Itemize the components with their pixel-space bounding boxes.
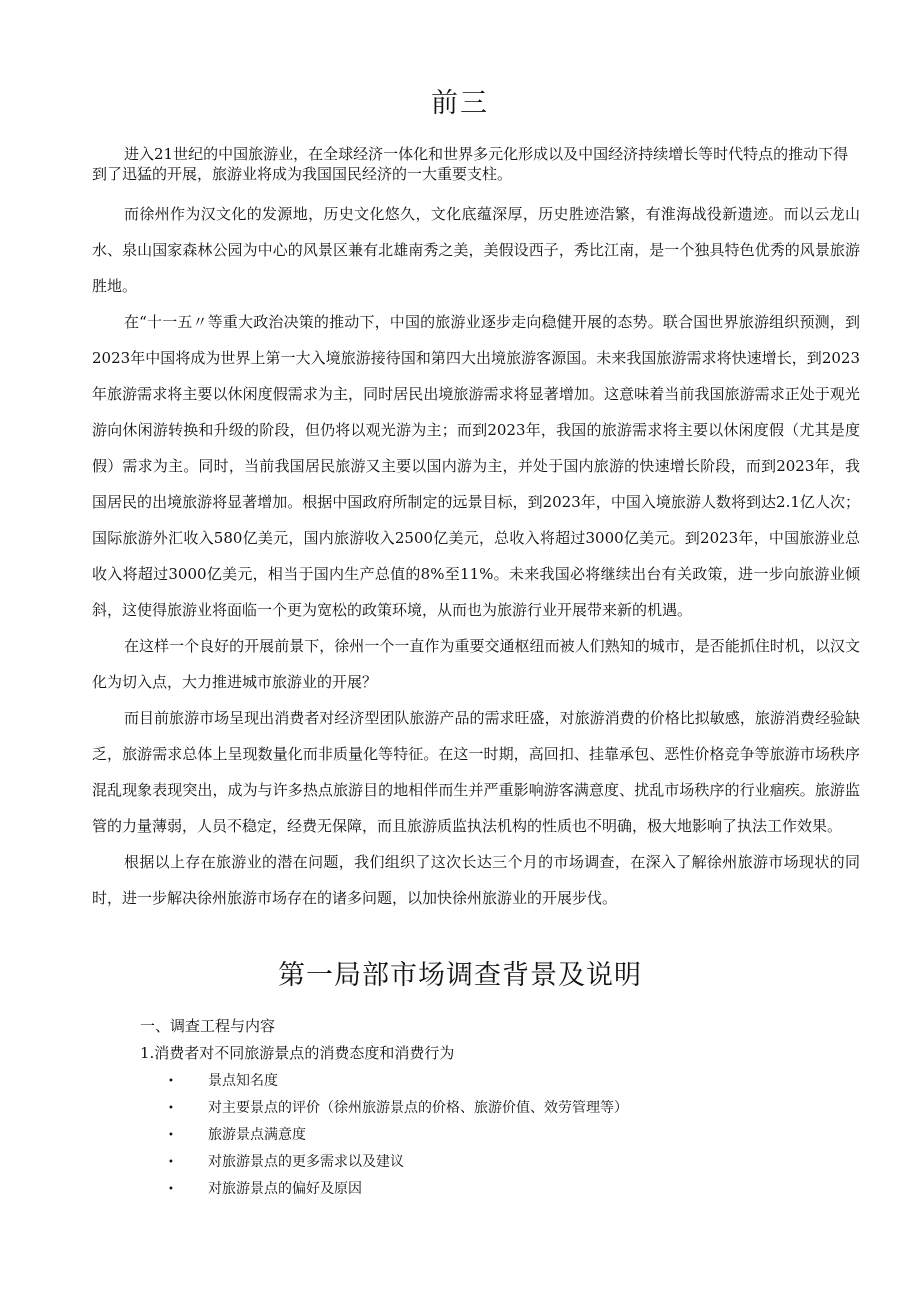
list-item	[168, 1176, 628, 1203]
list-item-text: 对旅游景点的偏好及原因	[208, 1181, 362, 1197]
list-item-text: 景点知名度	[208, 1073, 278, 1089]
list-item-text: 对主要景点的评价（徐州旅游景点的价格、旅游价值、效劳管理等）	[208, 1100, 628, 1116]
bullet-icon: •	[168, 1130, 174, 1141]
body-paragraphs	[92, 196, 860, 916]
bullet-list	[168, 1068, 628, 1203]
paragraph-market-problems: 而目前旅游市场呈现出消费者对经济型团队旅游产品的需求旺盛，对旅游消费的价格比拟敏感，旅游消费经验缺乏，旅游需求总体上呈现数量化而非质量化等特征。在这一时期，高回扣、挂靠承包、恶性价格竞争等旅游市场秩序混乱现象表现突出，成为与许多热点旅游目的地相伴而生并严重影响游客满意度、扰乱市场秩序的行业痼疾。旅游监管的力量薄弱，人员不稳定，经费无保障，而且旅游质监执法机构的性质也不明确，极大地影响了执法工作效果。	[92, 709, 860, 835]
bullet-icon: •	[168, 1157, 174, 1168]
list-item	[168, 1122, 628, 1149]
section-heading: 一、调查工程与内容	[140, 1017, 276, 1035]
intro-paragraph: 进入21世纪的中国旅游业，在全球经济一体化和世界多元化形成以及中国经济持续增长等时代特点的推动下得到了迅猛的开展，旅游业将成为我国国民经济的一大重要支柱。	[92, 145, 849, 183]
list-item-text: 对旅游景点的更多需求以及建议	[208, 1154, 404, 1170]
bullet-icon: •	[168, 1184, 174, 1195]
section-title: 第一局部市场调查背景及说明	[278, 960, 642, 991]
bullet-icon: •	[168, 1103, 174, 1114]
paragraph-opportunity: 在这样一个良好的开展前景下，徐州一个一直作为重要交通枢纽而被人们熟知的城市，是否能抓住时机，以汉文化为切入点，大力推进城市旅游业的开展？	[92, 637, 860, 691]
page-title: 前三	[431, 88, 489, 119]
sub-heading: 1.消费者对不同旅游景点的消费态度和消费行为	[140, 1044, 455, 1062]
list-item	[168, 1068, 628, 1095]
list-item	[168, 1149, 628, 1176]
list-item	[168, 1095, 628, 1122]
paragraph-xuzhou-culture: 而徐州作为汉文化的发源地，历史文化悠久，文化底蕴深厚，历史胜迹浩繁，有淮海战役新遗迹。而以云龙山水、泉山国家森林公园为中心的风景区兼有北雄南秀之美，美假设西子，秀比江南，是一个独具特色优秀的风景旅游胜地。	[92, 205, 860, 295]
list-item-text: 旅游景点满意度	[208, 1127, 306, 1143]
bullet-icon: •	[168, 1076, 174, 1087]
paragraph-policy-forecast: 在“十一五〃等重大政治决策的推动下，中国的旅游业逐步走向稳健开展的态势。联合国世界旅游组织预测，到2023年中国将成为世界上第一大入境旅游接待国和第四大出境旅游客源国。未来我国旅游需求将快速增长，到2023年旅游需求将主要以休闲度假需求为主，同时居民出境旅游需求将显著增加。这意味着当前我国旅游需求正处于观光游向休闲游转换和升级的阶段，但仍将以观光游为主；而到2023年，我国的旅游需求将主要以休闲度假（尤其是度假）需求为主。同时，当前我国居民旅游又主要以国内游为主，并处于国内旅游的快速增长阶段，而到2023年，我国居民的出境旅游将显著增加。根据中国政府所制定的远景目标，到2023年，中国入境旅游人数将到达2.1亿人次；国际旅游外汇收入580亿美元，国内旅游收入2500亿美元，总收入将超过3000亿美元。到2023年，中国旅游业总收入将超过3000亿美元，相当于国内生产总值的8%至11%。未来我国必将继续出台有关政策，进一步向旅游业倾斜，这使得旅游业将面临一个更为宽松的政策环境，从而也为旅游行业开展带来新的机遇。	[92, 313, 860, 619]
paragraph-survey-purpose: 根据以上存在旅游业的潜在问题，我们组织了这次长达三个月的市场调查，在深入了解徐州旅游市场现状的同时，进一步解决徐州旅游市场存在的诸多问题，以加快徐州旅游业的开展步伐。	[92, 853, 860, 907]
